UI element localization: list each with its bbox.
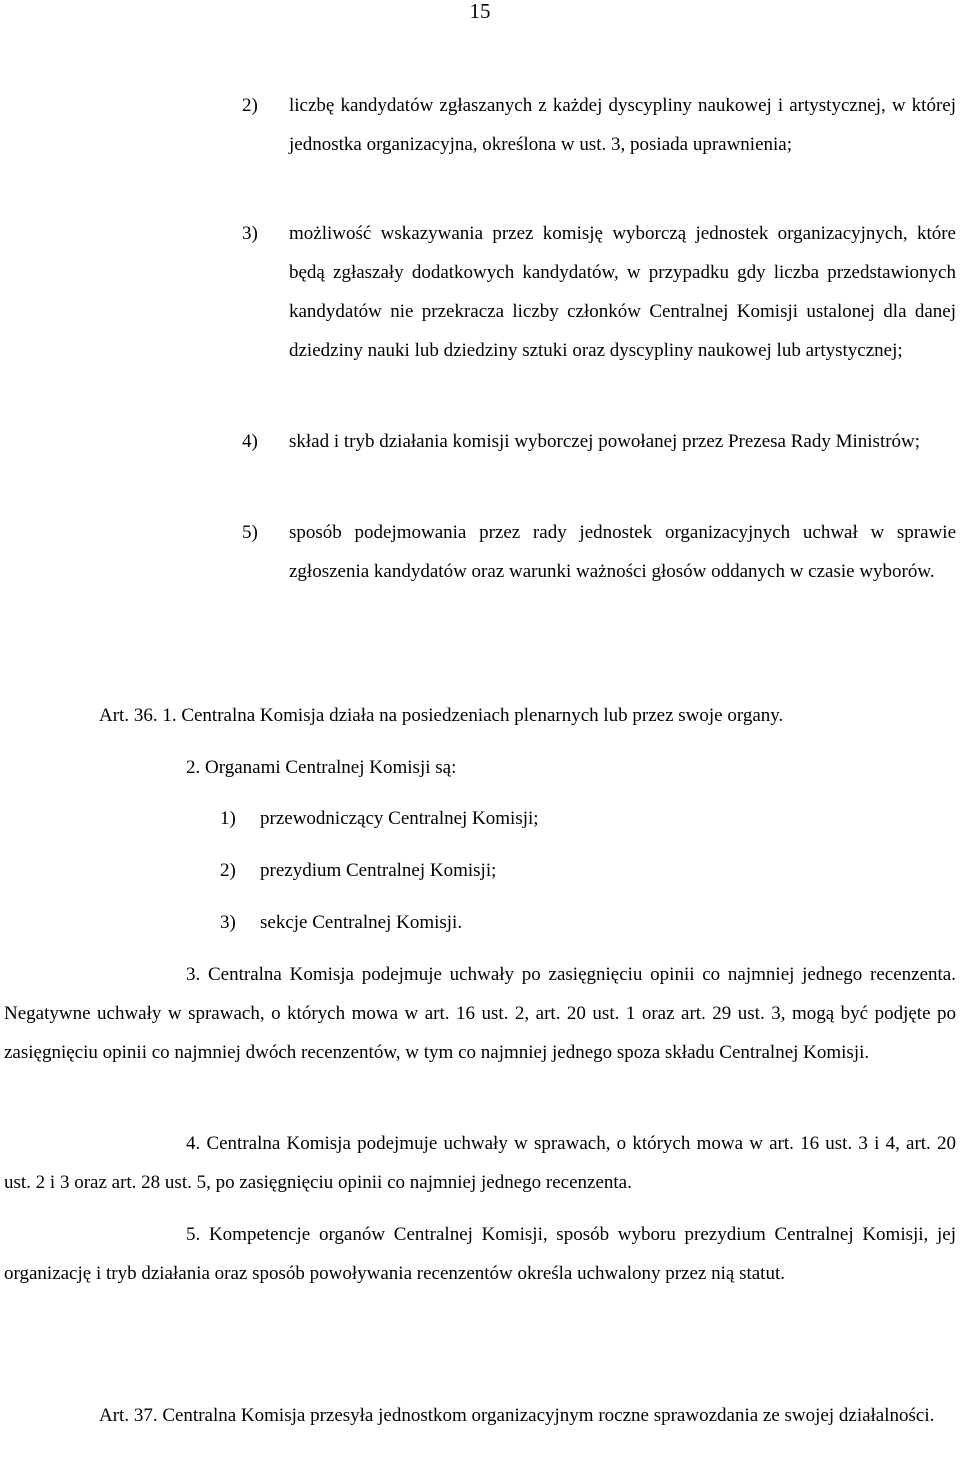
organ-item-text: przewodniczący Centralnej Komisji; (260, 808, 539, 829)
article-37: Art. 37. Centralna Komisja przesyła jednostkom organizacyjnym roczne sprawozdania ze swojej działalności. (99, 1405, 935, 1426)
list-item-text: sposób podejmowania przez rady jednostek organizacyjnych uchwał w sprawie zgłoszenia kandydatów oraz warunki ważności głosów oddanych w czasie wyborów. (289, 522, 956, 582)
organ-item-text: sekcje Centralnej Komisji. (260, 912, 463, 933)
organ-item-number: 2) (220, 860, 236, 881)
article-36-paragraph-3: 3. Centralna Komisja podejmuje uchwały po zasięgnięciu opinii co najmniej jednego recenzenta. Negatywne uchwały w sprawach, o których mowa w art. 16 ust. 2, art. 20 ust. 1 oraz art. 29 ust. 3, mogą być podjęte po zasięgnięciu opinii co najmniej dwóch recenzentów, w tym co najmniej jednego spoza składu Centralnej Komisji. (4, 964, 956, 1063)
list-item-number: 4) (242, 431, 258, 452)
organ-item-number: 3) (220, 912, 236, 933)
organ-item-text: prezydium Centralnej Komisji; (260, 860, 497, 881)
page-number: 15 (469, 0, 491, 23)
list-item-text: skład i tryb działania komisji wyborczej powołanej przez Prezesa Rady Ministrów; (289, 431, 921, 452)
list-item-text: liczbę kandydatów zgłaszanych z każdej dyscypliny naukowej i artystycznej, w której jednostka organizacyjna, określona w ust. 3, posiada uprawnienia; (289, 95, 956, 155)
list-item-number: 3) (242, 223, 258, 244)
list-item-text: możliwość wskazywania przez komisję wyborczą jednostek organizacyjnych, które będą zgłaszały dodatkowych kandydatów, w przypadku gdy liczba przedstawionych kandydatów nie przekracza liczby członków Centralnej Komisji ustalonej dla danej dziedziny nauki lub dziedziny sztuki oraz dyscypliny naukowej lub artystycznej; (289, 223, 956, 361)
article-36-heading: Art. 36. 1. Centralna Komisja działa na posiedzeniach plenarnych lub przez swoje organy. (99, 705, 784, 726)
article-36-paragraph-4: 4. Centralna Komisja podejmuje uchwały w sprawach, o których mowa w art. 16 ust. 3 i 4, art. 20 ust. 2 i 3 oraz art. 28 ust. 5, po zasięgnięciu opinii co najmniej jednego recenzenta. (4, 1133, 956, 1193)
list-item-number: 5) (242, 522, 258, 543)
organ-item-number: 1) (220, 808, 236, 829)
article-36-paragraph-2-intro: 2. Organami Centralnej Komisji są: (186, 757, 457, 778)
list-item-number: 2) (242, 95, 258, 116)
article-36-paragraph-5: 5. Kompetencje organów Centralnej Komisji, sposób wyboru prezydium Centralnej Komisji, jej organizację i tryb działania oraz sposób powoływania recenzentów określa uchwalony przez nią statut. (4, 1224, 956, 1284)
